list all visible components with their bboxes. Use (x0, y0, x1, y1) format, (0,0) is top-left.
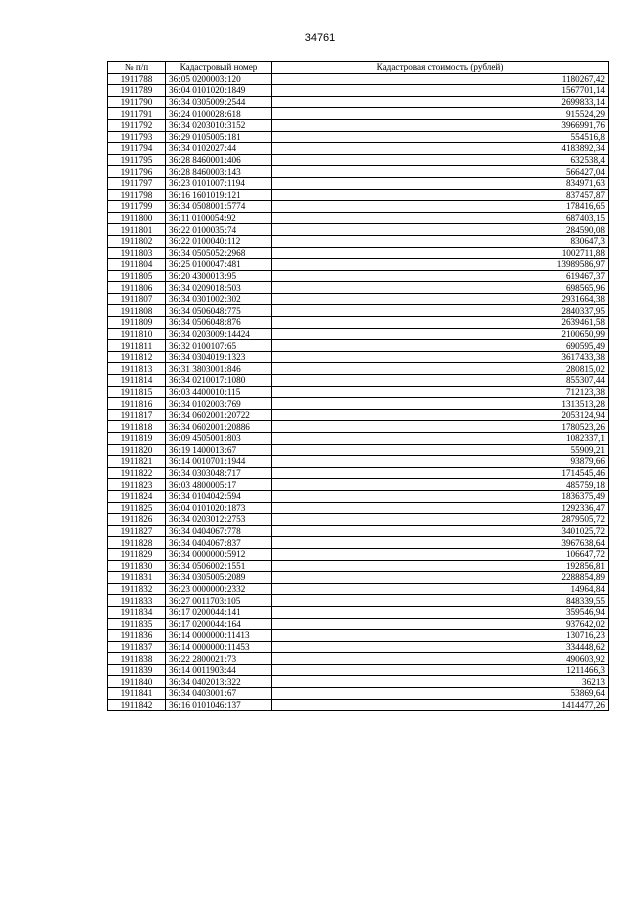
table-row (108, 305, 609, 317)
table-row (108, 328, 609, 340)
row-number-cell: 1911834 (108, 606, 166, 618)
cadastral-number-cell: 36:05 0200003:120 (166, 73, 272, 85)
table-row (108, 456, 609, 468)
row-number-cell: 1911791 (108, 108, 166, 120)
cadastral-value-cell: 1211466,3 (272, 664, 609, 676)
table-row (108, 201, 609, 213)
cadastral-number-cell: 36:34 0305005:2089 (166, 572, 272, 584)
row-number-cell: 1911822 (108, 467, 166, 479)
table-row (108, 143, 609, 155)
cadastral-value-cell: 13989586,97 (272, 259, 609, 271)
cadastral-value-cell: 178416,65 (272, 201, 609, 213)
cadastral-number-cell: 36:34 0303048:717 (166, 467, 272, 479)
cadastral-value-cell: 848339,55 (272, 595, 609, 607)
cadastral-value-cell: 712123,38 (272, 386, 609, 398)
column-header-row-number: № п/п (108, 62, 166, 74)
cadastral-number-cell: 36:17 0200044:164 (166, 618, 272, 630)
cadastral-value-cell: 4183892,34 (272, 143, 609, 155)
row-number-cell: 1911830 (108, 560, 166, 572)
cadastral-number-cell: 36:34 0506002:1551 (166, 560, 272, 572)
cadastral-value-cell: 2288854,89 (272, 572, 609, 584)
row-number-cell: 1911836 (108, 630, 166, 642)
cadastral-number-cell: 36:34 0404067:837 (166, 537, 272, 549)
cadastral-number-cell: 36:16 0101046:137 (166, 699, 272, 711)
cadastral-number-cell: 36:34 0403001:67 (166, 688, 272, 700)
table-row (108, 630, 609, 642)
cadastral-value-cell: 2879505,72 (272, 514, 609, 526)
row-number-cell: 1911795 (108, 154, 166, 166)
cadastral-value-cell: 632538,4 (272, 154, 609, 166)
row-number-cell: 1911837 (108, 641, 166, 653)
table-row (108, 688, 609, 700)
cadastral-value-cell: 2931664,38 (272, 293, 609, 305)
row-number-cell: 1911793 (108, 131, 166, 143)
row-number-cell: 1911803 (108, 247, 166, 259)
cadastral-value-cell: 14964,84 (272, 583, 609, 595)
cadastral-value-table (107, 61, 609, 711)
cadastral-value-cell: 690595,49 (272, 340, 609, 352)
cadastral-value-cell: 485759,18 (272, 479, 609, 491)
cadastral-value-cell: 1567701,14 (272, 85, 609, 97)
cadastral-number-cell: 36:19 1400013:67 (166, 444, 272, 456)
row-number-cell: 1911794 (108, 143, 166, 155)
table-body (108, 73, 609, 711)
table-row (108, 247, 609, 259)
cadastral-value-cell: 2699833,14 (272, 96, 609, 108)
row-number-cell: 1911802 (108, 235, 166, 247)
table-row (108, 351, 609, 363)
cadastral-number-cell: 36:34 0602001:20722 (166, 409, 272, 421)
cadastral-number-cell: 36:34 0203009:14424 (166, 328, 272, 340)
cadastral-value-cell: 284590,08 (272, 224, 609, 236)
cadastral-number-cell: 36:32 0100107:65 (166, 340, 272, 352)
cadastral-number-cell: 36:34 0305009:2544 (166, 96, 272, 108)
row-number-cell: 1911798 (108, 189, 166, 201)
row-number-cell: 1911820 (108, 444, 166, 456)
cadastral-number-cell: 36:34 0304019:1323 (166, 351, 272, 363)
cadastral-number-cell: 36:16 1601019:121 (166, 189, 272, 201)
row-number-cell: 1911815 (108, 386, 166, 398)
cadastral-number-cell: 36:34 0000000:5912 (166, 548, 272, 560)
table-row (108, 317, 609, 329)
table-row (108, 421, 609, 433)
row-number-cell: 1911839 (108, 664, 166, 676)
row-number-cell: 1911806 (108, 282, 166, 294)
table-row (108, 386, 609, 398)
cadastral-number-cell: 36:34 0203010:3152 (166, 119, 272, 131)
cadastral-number-cell: 36:11 0100054:92 (166, 212, 272, 224)
cadastral-value-cell: 1780523,26 (272, 421, 609, 433)
row-number-cell: 1911813 (108, 363, 166, 375)
row-number-cell: 1911829 (108, 548, 166, 560)
table-row (108, 537, 609, 549)
table-row (108, 108, 609, 120)
cadastral-number-cell: 36:09 4505001:803 (166, 433, 272, 445)
cadastral-number-cell: 36:34 0104042:594 (166, 490, 272, 502)
cadastral-number-cell: 36:34 0203012:2753 (166, 514, 272, 526)
cadastral-number-cell: 36:27 0011703:105 (166, 595, 272, 607)
column-header-cadastral-number: Кадастровый номер (166, 62, 272, 74)
page-number: 34761 (304, 32, 336, 44)
cadastral-value-cell: 3617433,38 (272, 351, 609, 363)
table-row (108, 595, 609, 607)
table-row (108, 560, 609, 572)
table-row (108, 189, 609, 201)
row-number-cell: 1911801 (108, 224, 166, 236)
row-number-cell: 1911827 (108, 525, 166, 537)
cadastral-number-cell: 36:04 0101020:1873 (166, 502, 272, 514)
row-number-cell: 1911816 (108, 398, 166, 410)
cadastral-number-cell: 36:03 4400010:115 (166, 386, 272, 398)
cadastral-number-cell: 36:14 0000000:11453 (166, 641, 272, 653)
cadastral-number-cell: 36:34 0404067:778 (166, 525, 272, 537)
row-number-cell: 1911790 (108, 96, 166, 108)
row-number-cell: 1911810 (108, 328, 166, 340)
cadastral-value-cell: 334448,62 (272, 641, 609, 653)
table-row (108, 676, 609, 688)
cadastral-value-cell: 2100650,99 (272, 328, 609, 340)
cadastral-number-cell: 36:34 0301002:302 (166, 293, 272, 305)
cadastral-number-cell: 36:34 0506048:775 (166, 305, 272, 317)
cadastral-value-cell: 915524,29 (272, 108, 609, 120)
table-row (108, 340, 609, 352)
cadastral-value-cell: 3967638,64 (272, 537, 609, 549)
cadastral-number-cell: 36:31 3803001:846 (166, 363, 272, 375)
cadastral-number-cell: 36:20 4300013:95 (166, 270, 272, 282)
row-number-cell: 1911814 (108, 375, 166, 387)
table-header (108, 62, 609, 74)
cadastral-number-cell: 36:22 0100040:112 (166, 235, 272, 247)
table-row (108, 514, 609, 526)
row-number-cell: 1911818 (108, 421, 166, 433)
table-row (108, 154, 609, 166)
column-header-cadastral-value: Кадастровая стоимость (рублей) (272, 62, 609, 74)
row-number-cell: 1911838 (108, 653, 166, 665)
cadastral-number-cell: 36:04 0101020:1849 (166, 85, 272, 97)
cadastral-number-cell: 36:34 0102027:44 (166, 143, 272, 155)
table-row (108, 270, 609, 282)
cadastral-number-cell: 36:14 0010701:1944 (166, 456, 272, 468)
table-row (108, 664, 609, 676)
table-row (108, 119, 609, 131)
row-number-cell: 1911841 (108, 688, 166, 700)
cadastral-value-cell: 834971,63 (272, 177, 609, 189)
cadastral-number-cell: 36:23 0000000:2332 (166, 583, 272, 595)
cadastral-number-cell: 36:34 0102003:769 (166, 398, 272, 410)
table-row (108, 525, 609, 537)
row-number-cell: 1911799 (108, 201, 166, 213)
row-number-cell: 1911809 (108, 317, 166, 329)
cadastral-number-cell: 36:17 0200044:141 (166, 606, 272, 618)
table-row (108, 259, 609, 271)
cadastral-number-cell: 36:34 0602001:20886 (166, 421, 272, 433)
cadastral-value-cell: 36213 (272, 676, 609, 688)
row-number-cell: 1911821 (108, 456, 166, 468)
row-number-cell: 1911800 (108, 212, 166, 224)
row-number-cell: 1911788 (108, 73, 166, 85)
cadastral-number-cell: 36:34 0402013:322 (166, 676, 272, 688)
cadastral-number-cell: 36:23 0101007:1194 (166, 177, 272, 189)
table-row (108, 409, 609, 421)
cadastral-value-cell: 566427,04 (272, 166, 609, 178)
table-row (108, 235, 609, 247)
cadastral-value-cell: 55909,21 (272, 444, 609, 456)
table-row (108, 224, 609, 236)
row-number-cell: 1911824 (108, 490, 166, 502)
row-number-cell: 1911817 (108, 409, 166, 421)
cadastral-value-cell: 1002711,88 (272, 247, 609, 259)
cadastral-value-cell: 855307,44 (272, 375, 609, 387)
table-row (108, 363, 609, 375)
cadastral-value-cell: 2639461,58 (272, 317, 609, 329)
table-row (108, 282, 609, 294)
cadastral-value-cell: 830647,3 (272, 235, 609, 247)
cadastral-number-cell: 36:34 0505052:2968 (166, 247, 272, 259)
cadastral-value-cell: 280815,02 (272, 363, 609, 375)
table-row (108, 467, 609, 479)
cadastral-value-cell: 106647,72 (272, 548, 609, 560)
row-number-cell: 1911811 (108, 340, 166, 352)
cadastral-value-cell: 490603,92 (272, 653, 609, 665)
cadastral-number-cell: 36:22 2800021:73 (166, 653, 272, 665)
cadastral-value-cell: 1180267,42 (272, 73, 609, 85)
cadastral-number-cell: 36:28 8460003:143 (166, 166, 272, 178)
table-row (108, 641, 609, 653)
cadastral-value-cell: 698565,96 (272, 282, 609, 294)
cadastral-number-cell: 36:34 0209018:503 (166, 282, 272, 294)
row-number-cell: 1911789 (108, 85, 166, 97)
table-row (108, 606, 609, 618)
row-number-cell: 1911826 (108, 514, 166, 526)
cadastral-value-cell: 1836375,49 (272, 490, 609, 502)
row-number-cell: 1911825 (108, 502, 166, 514)
table-row (108, 131, 609, 143)
table-row (108, 73, 609, 85)
cadastral-number-cell: 36:34 0506048:876 (166, 317, 272, 329)
row-number-cell: 1911835 (108, 618, 166, 630)
table-row (108, 375, 609, 387)
cadastral-value-cell: 2053124,94 (272, 409, 609, 421)
table-header-row (108, 62, 609, 74)
table-row (108, 583, 609, 595)
cadastral-value-cell: 192856,81 (272, 560, 609, 572)
table-row (108, 502, 609, 514)
table-row (108, 479, 609, 491)
row-number-cell: 1911812 (108, 351, 166, 363)
table-row (108, 177, 609, 189)
table-row (108, 398, 609, 410)
cadastral-number-cell: 36:14 0011903:44 (166, 664, 272, 676)
table-row (108, 618, 609, 630)
table-row (108, 96, 609, 108)
cadastral-value-cell: 2840337,95 (272, 305, 609, 317)
row-number-cell: 1911804 (108, 259, 166, 271)
row-number-cell: 1911819 (108, 433, 166, 445)
cadastral-value-cell: 3966991,76 (272, 119, 609, 131)
row-number-cell: 1911831 (108, 572, 166, 584)
cadastral-number-cell: 36:28 8460001:406 (166, 154, 272, 166)
table-row (108, 653, 609, 665)
cadastral-value-cell: 1292336,47 (272, 502, 609, 514)
table-row (108, 548, 609, 560)
table-row (108, 572, 609, 584)
cadastral-value-cell: 53869,64 (272, 688, 609, 700)
row-number-cell: 1911832 (108, 583, 166, 595)
cadastral-value-cell: 1714545,46 (272, 467, 609, 479)
cadastral-value-cell: 1082337,1 (272, 433, 609, 445)
row-number-cell: 1911808 (108, 305, 166, 317)
table-row (108, 85, 609, 97)
cadastral-number-cell: 36:03 4800005:17 (166, 479, 272, 491)
cadastral-value-cell: 619467,37 (272, 270, 609, 282)
table-row (108, 490, 609, 502)
row-number-cell: 1911828 (108, 537, 166, 549)
row-number-cell: 1911805 (108, 270, 166, 282)
cadastral-value-cell: 359546,94 (272, 606, 609, 618)
cadastral-value-cell: 3401025,72 (272, 525, 609, 537)
row-number-cell: 1911797 (108, 177, 166, 189)
row-number-cell: 1911833 (108, 595, 166, 607)
table-row (108, 166, 609, 178)
cadastral-value-cell: 837457,87 (272, 189, 609, 201)
cadastral-number-cell: 36:34 0508001:5774 (166, 201, 272, 213)
row-number-cell: 1911840 (108, 676, 166, 688)
cadastral-value-cell: 1414477,26 (272, 699, 609, 711)
row-number-cell: 1911792 (108, 119, 166, 131)
row-number-cell: 1911842 (108, 699, 166, 711)
table-row (108, 444, 609, 456)
table-row (108, 293, 609, 305)
cadastral-value-cell: 1313513,28 (272, 398, 609, 410)
cadastral-number-cell: 36:14 0000000:11413 (166, 630, 272, 642)
row-number-cell: 1911796 (108, 166, 166, 178)
cadastral-value-cell: 937642,02 (272, 618, 609, 630)
cadastral-value-cell: 130716,23 (272, 630, 609, 642)
cadastral-number-cell: 36:25 0100047:481 (166, 259, 272, 271)
cadastral-value-cell: 554516,8 (272, 131, 609, 143)
cadastral-number-cell: 36:34 0210017:1080 (166, 375, 272, 387)
row-number-cell: 1911807 (108, 293, 166, 305)
cadastral-number-cell: 36:29 0105005:181 (166, 131, 272, 143)
table-row (108, 433, 609, 445)
cadastral-value-cell: 93879,66 (272, 456, 609, 468)
cadastral-number-cell: 36:24 0100028:618 (166, 108, 272, 120)
table-row (108, 212, 609, 224)
row-number-cell: 1911823 (108, 479, 166, 491)
table-row (108, 699, 609, 711)
cadastral-value-cell: 687403,15 (272, 212, 609, 224)
cadastral-number-cell: 36:22 0100035:74 (166, 224, 272, 236)
